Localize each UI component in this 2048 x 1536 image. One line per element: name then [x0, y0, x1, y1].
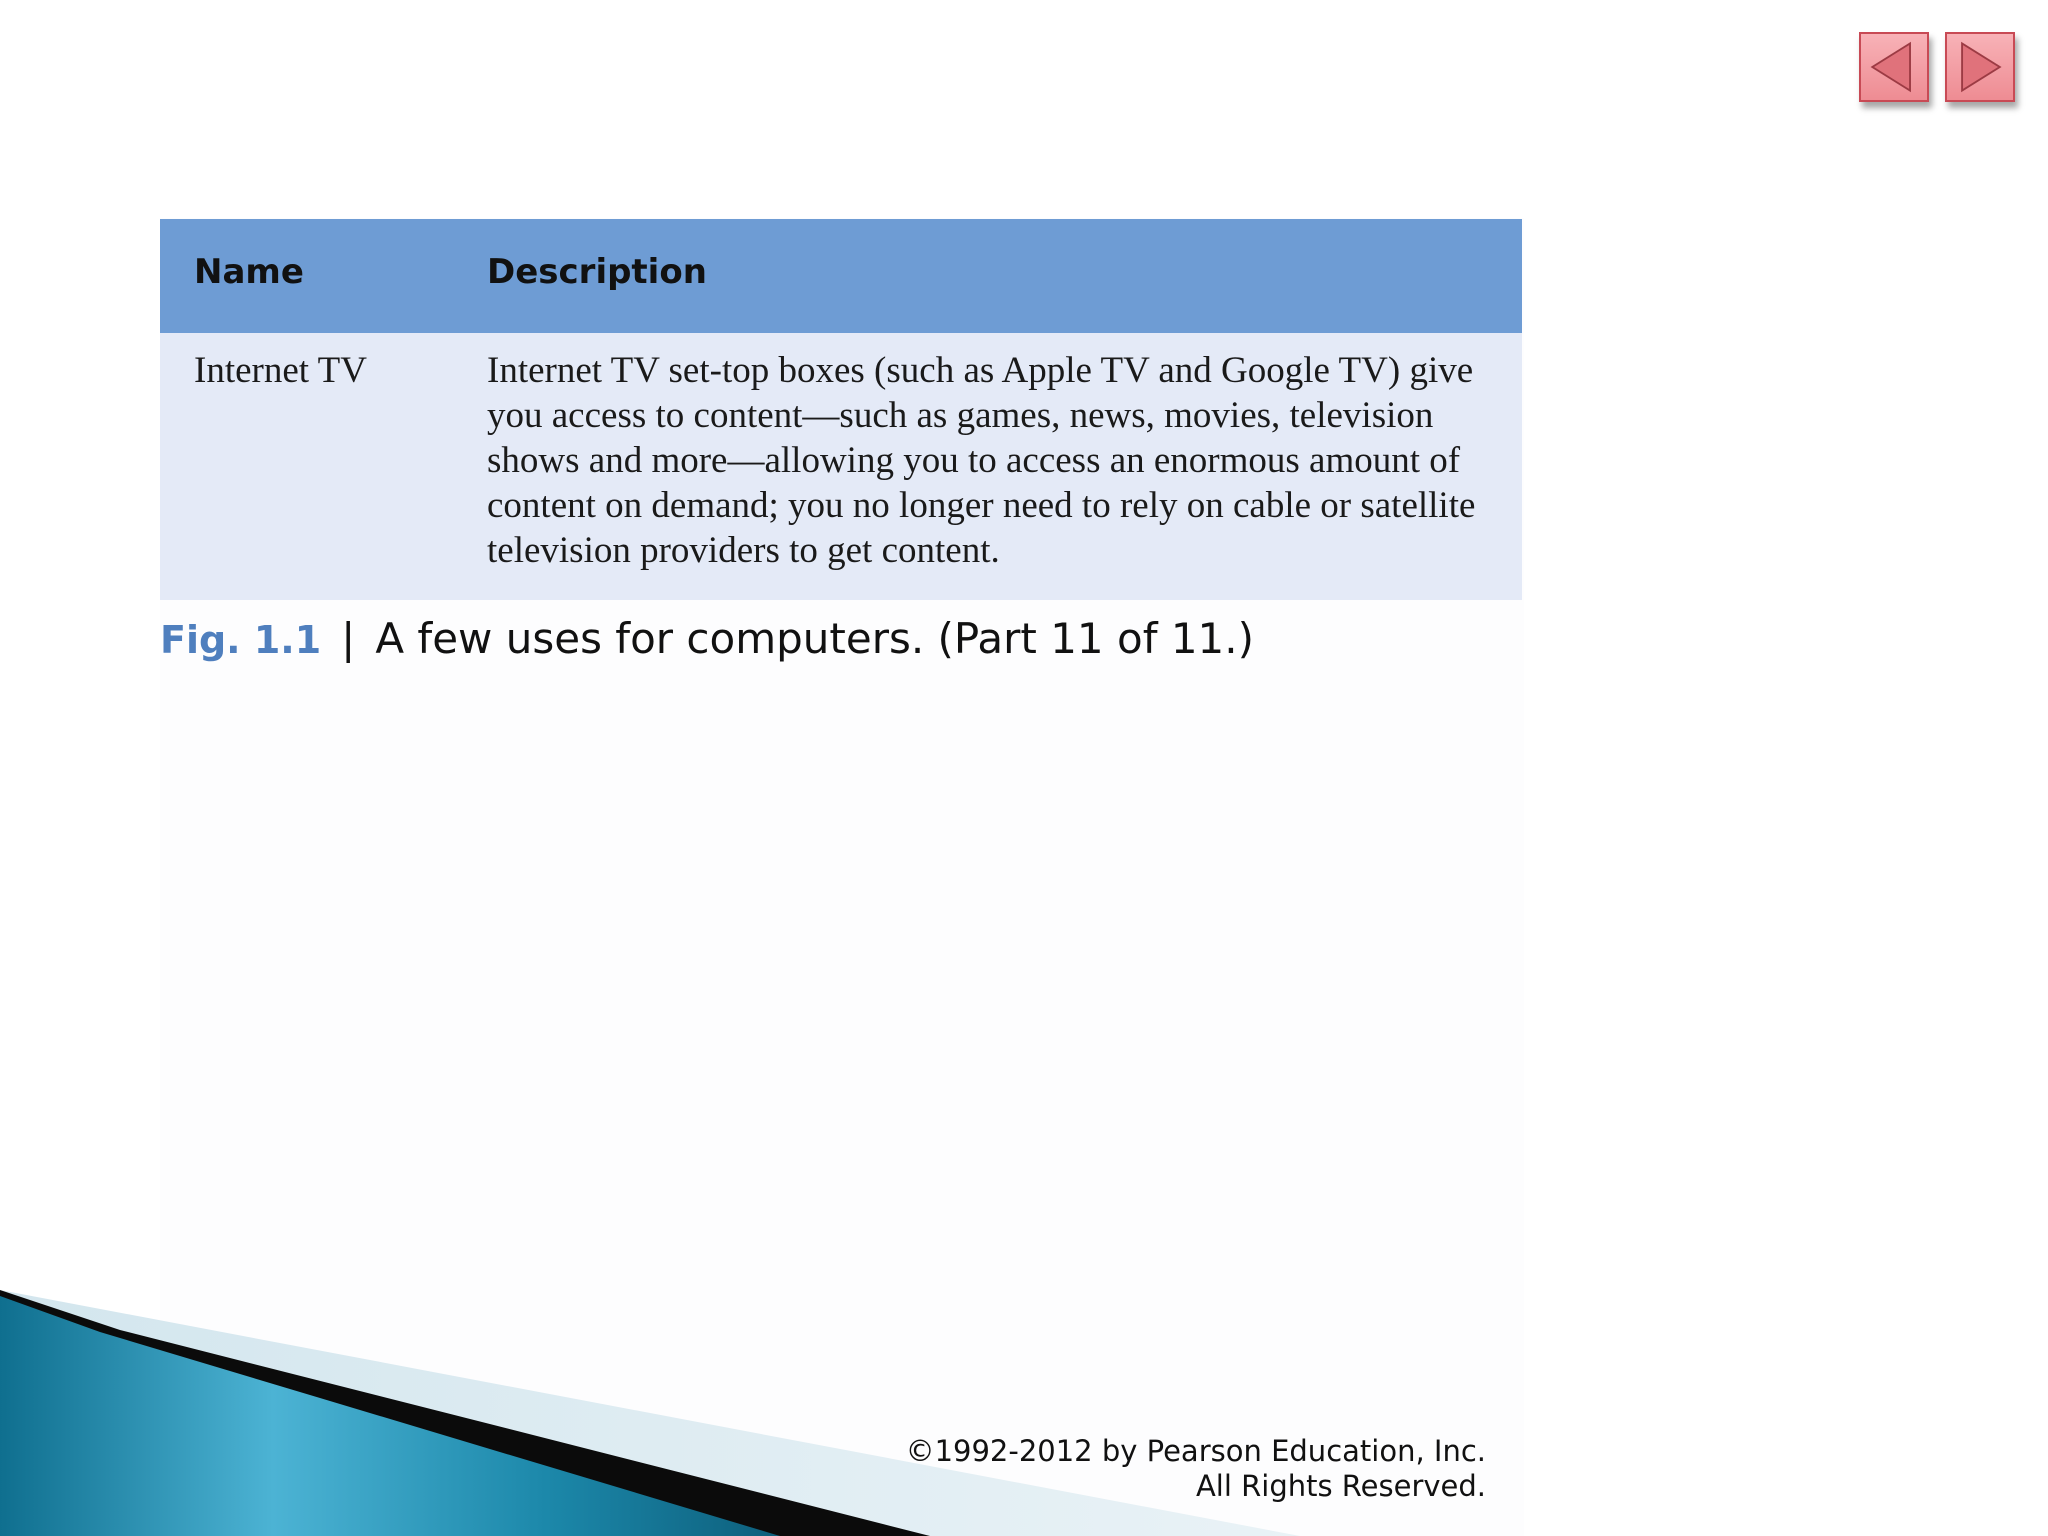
- copyright-notice: [906, 1434, 1486, 1504]
- table-header-row: [160, 219, 1522, 333]
- cell-name: Internet TV: [194, 350, 367, 391]
- column-header-description: Description: [487, 252, 707, 292]
- cell-description: Internet TV set-top boxes (such as Apple TV and Google TV) give you access to content—such as games, news, movies, television shows and more—allowing you to access an enormous amount of content on demand; you no longer need to rely on cable or satellite television providers to get content.: [487, 350, 1476, 571]
- triangle-left-icon: [1861, 34, 1927, 100]
- next-slide-button[interactable]: [1945, 32, 2015, 102]
- caption-separator: |: [341, 614, 356, 663]
- previous-slide-button[interactable]: [1859, 32, 1929, 102]
- uses-table: [160, 219, 1522, 600]
- figure-caption: [160, 614, 1254, 664]
- triangle-right-icon: [1947, 34, 2013, 100]
- rights-line: All Rights Reserved.: [1195, 1469, 1486, 1503]
- figure-label: Fig. 1.1: [160, 618, 322, 662]
- column-header-name: Name: [194, 252, 304, 292]
- copyright-line: ©1992-2012 by Pearson Education, Inc.: [905, 1434, 1486, 1468]
- caption-text: A few uses for computers. (Part 11 of 11.): [375, 614, 1255, 663]
